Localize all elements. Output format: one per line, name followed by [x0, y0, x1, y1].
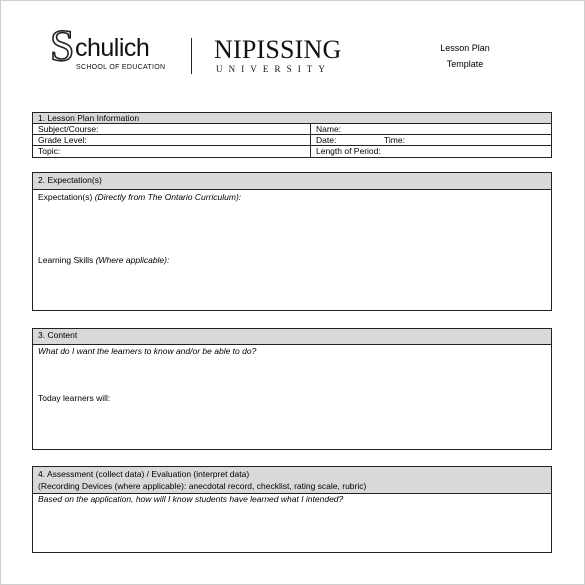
date-time-cell	[311, 135, 551, 145]
date-field[interactable]: Date:	[316, 135, 337, 145]
schulich-logo-subtitle: SCHOOL OF EDUCATION	[76, 64, 166, 71]
section-lesson-info	[32, 112, 552, 158]
today-learners-label: Today learners will:	[38, 393, 111, 403]
assessment-question-text: Based on the application, how will I know students have learned what I intended?	[38, 494, 344, 504]
length-of-period-field[interactable]: Length of Period:	[316, 146, 381, 156]
section-heading: 1. Lesson Plan Information	[33, 113, 551, 124]
schulich-logo-text: chulich	[75, 34, 150, 62]
section-content	[32, 328, 552, 450]
recording-devices-text: (Recording Devices (where applicable): anecdotal record, checklist, rating scale, rubric)	[38, 481, 367, 491]
content-question-text: What do I want the learners to know and/or be able to do?	[38, 346, 257, 356]
schulich-logo	[50, 21, 175, 76]
expectations-label: Expectation(s)	[38, 192, 93, 202]
table-row	[33, 146, 551, 157]
section-heading: 3. Content	[33, 329, 551, 345]
document-title-line2: Template	[446, 59, 484, 69]
document-title-line1: Lesson Plan	[440, 43, 490, 53]
nipissing-logo	[214, 36, 364, 78]
content-question-field[interactable]	[38, 346, 256, 356]
grade-level-field[interactable]: Grade Level:	[33, 135, 311, 145]
section-expectations	[32, 172, 552, 311]
name-field[interactable]: Name:	[316, 124, 342, 134]
learning-skills-label: Learning Skills	[38, 255, 94, 265]
table-row	[33, 135, 551, 146]
document-title	[425, 40, 505, 72]
expectations-note: (Directly from The Ontario Curriculum):	[94, 192, 242, 202]
learning-skills-field[interactable]	[38, 255, 169, 265]
today-learners-field[interactable]	[38, 393, 110, 403]
expectations-field[interactable]	[38, 192, 241, 202]
learning-skills-note: (Where applicable):	[95, 255, 170, 265]
section-heading: 2. Expectation(s)	[33, 173, 551, 190]
assessment-question-field[interactable]	[38, 494, 343, 504]
table-row	[33, 124, 551, 135]
assessment-heading-text: 4. Assessment (collect data) / Evaluation (interpret data)	[38, 469, 250, 479]
section-heading	[33, 467, 551, 494]
section-assessment	[32, 466, 552, 553]
subject-course-field[interactable]: Subject/Course:	[33, 124, 311, 134]
nipissing-logo-text: NIPISSING	[214, 35, 342, 64]
time-field[interactable]: Time:	[384, 135, 405, 145]
topic-field[interactable]: Topic:	[33, 146, 311, 157]
logo-divider	[191, 38, 192, 74]
schulich-logo-initial: S	[50, 21, 75, 70]
nipissing-logo-subtitle: UNIVERSITY	[216, 64, 331, 74]
